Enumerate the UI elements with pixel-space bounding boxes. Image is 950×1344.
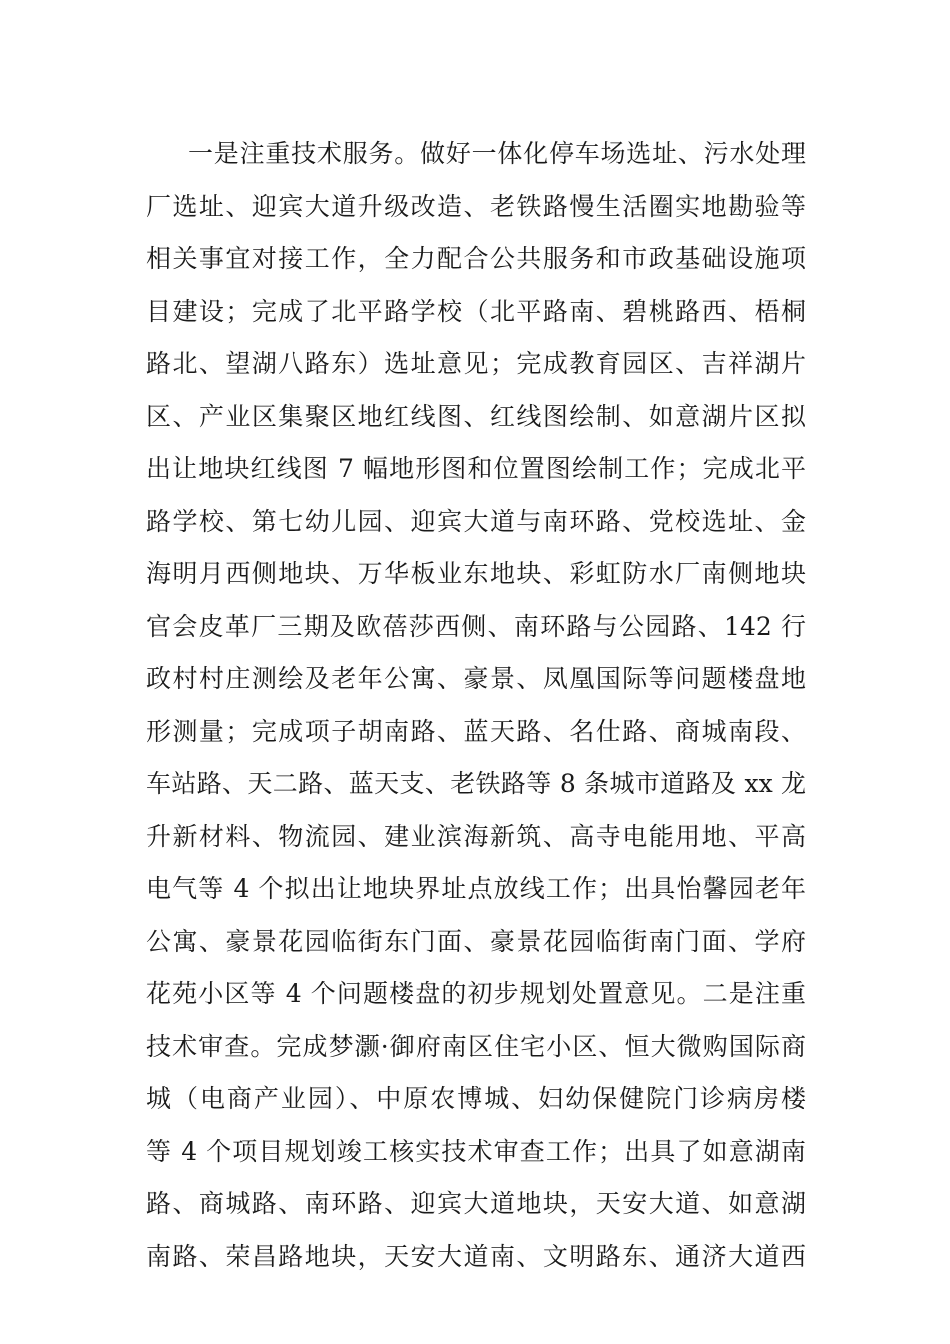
text-line: 路学校、第七幼儿园、迎宾大道与南环路、党校选址、金 bbox=[146, 506, 806, 536]
text-line: 相关事宜对接工作，全力配合公共服务和市政基础设施项 bbox=[146, 244, 806, 273]
text-line: 公寓、豪景花园临街东门面、豪景花园临街南门面、学府 bbox=[146, 926, 806, 956]
text-line: 花苑小区等 4 个问题楼盘的初步规划处置意见。二是注重 bbox=[146, 979, 806, 1008]
text-line: 路、商城路、南环路、迎宾大道地块，天安大道、如意湖 bbox=[146, 1189, 806, 1218]
text-line: 官会皮革厂三期及欧蓓莎西侧、南环路与公园路、142 行 bbox=[146, 611, 806, 641]
text-line: 路北、望湖八路东）选址意见；完成教育园区、吉祥湖片 bbox=[146, 349, 806, 378]
text-line: 等 4 个项目规划竣工核实技术审查工作；出具了如意湖南 bbox=[146, 1136, 806, 1166]
text-line: 南路、荣昌路地块，天安大道南、文明路东、通济大道西 bbox=[146, 1241, 806, 1271]
text-line: 技术审查。完成梦灏·御府南区住宅小区、恒大微购国际商 bbox=[146, 1031, 806, 1061]
text-line: 形测量；完成项子胡南路、蓝天路、名仕路、商城南段、 bbox=[146, 716, 806, 746]
text-line: 升新材料、物流园、建业滨海新筑、高寺电能用地、平高 bbox=[146, 821, 806, 851]
body-paragraph bbox=[146, 128, 806, 1283]
text-line: 电气等 4 个拟出让地块界址点放线工作；出具怡馨园老年 bbox=[146, 874, 806, 903]
text-line: 海明月西侧地块、万华板业东地块、彩虹防水厂南侧地块 bbox=[146, 559, 806, 588]
text-line: 出让地块红线图 7 幅地形图和位置图绘制工作；完成北平 bbox=[146, 454, 806, 483]
text-line: 一是注重技术服务。做好一体化停车场选址、污水处理 bbox=[188, 139, 806, 168]
text-line: 城（电商产业园）、中原农博城、妇幼保健院门诊病房楼 bbox=[146, 1084, 806, 1113]
text-line: 车站路、天二路、蓝天支、老铁路等 8 条城市道路及 xx 龙 bbox=[146, 769, 806, 798]
text-line: 政村村庄测绘及老年公寓、豪景、凤凰国际等问题楼盘地 bbox=[146, 664, 806, 693]
text-line: 区、产业区集聚区地红线图、红线图绘制、如意湖片区拟 bbox=[146, 401, 806, 431]
text-line: 目建设；完成了北平路学校（北平路南、碧桃路西、梧桐 bbox=[146, 296, 806, 326]
text-line: 厂选址、迎宾大道升级改造、老铁路慢生活圈实地勘验等 bbox=[146, 191, 806, 221]
